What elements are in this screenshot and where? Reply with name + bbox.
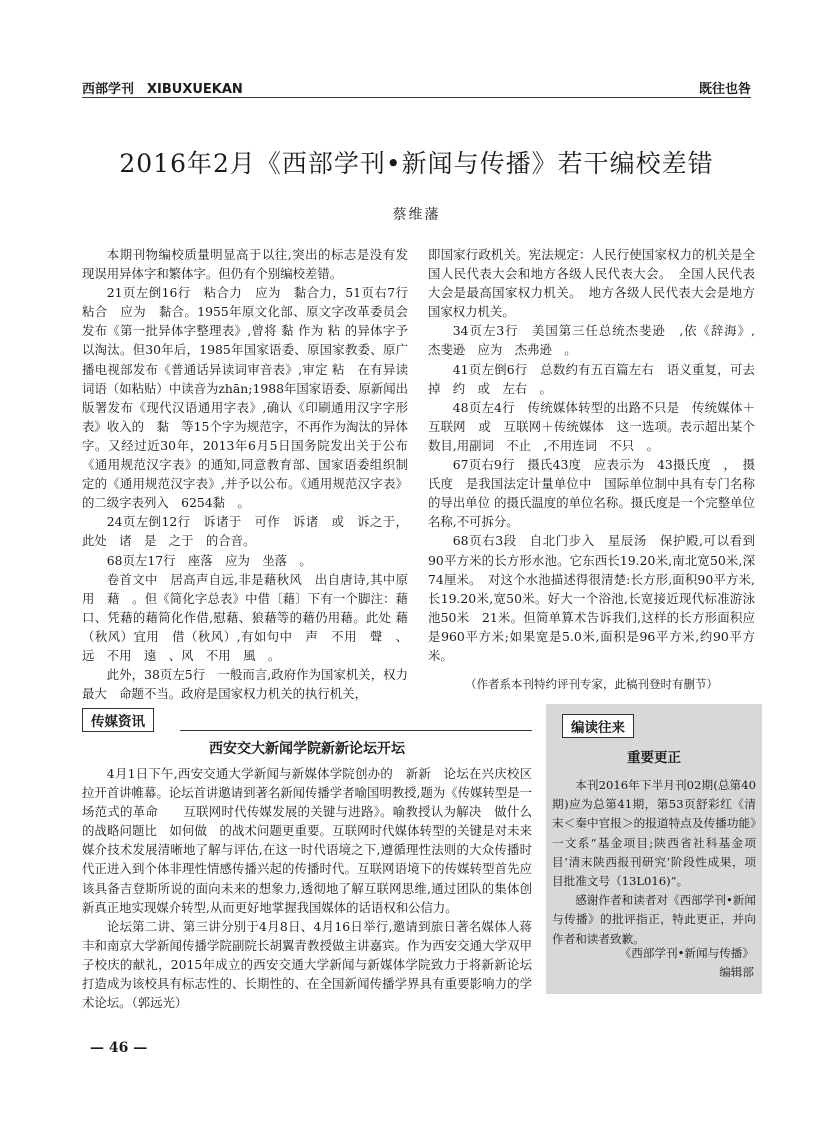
author-note: （作者系本刊特约评刊专家，此稿刊登时有删节） — [465, 677, 718, 692]
paragraph: 48页左4行 传统媒体转型的出路不只是 传统媒体＋互联网 或 互联网＋传统媒体 这一选项。表示超出某个数目,用副词 不止 ,不用连词 不只 。 — [428, 399, 755, 453]
correction-box — [546, 704, 762, 994]
news-section — [82, 708, 545, 1012]
journal-name: 西部学刊 XIBUXUEKAN — [82, 82, 243, 97]
paragraph: 即国家行政机关。宪法规定：人民行使国家权力的机关是全国人民代表大会和地方各级人民代表大会。 全国人民代表大会是最高国家权力机关。 地方各级人民代表大会是地方国家权力机关。 — [428, 247, 755, 320]
running-header — [82, 74, 751, 96]
correction-title: 重要更正 — [627, 750, 681, 766]
paragraph: 本刊2016年下半月刊02期(总第40期)应为总第41期，第53页舒彩红《清末＜秦中官报＞的报道特点及传播功能》一文系“基金项目;陕西省社科基金项目‘清末陕西报刊研究’阶段性成果，项目批准文号（13L016)”。 — [552, 778, 756, 889]
paragraph: 4月1日下午,西安交通大学新闻与新媒体学院创办的 新新 论坛在兴庆校区拉开首讲帷幕。论坛首讲邀请到著名新闻传播学者喻国明教授,题为《传媒转型是一场范式的革命 互联网时代传媒发展的关键与进路》。喻教授认为解决 做什么 的战略问题比 如何做 的战术问题更重要。互联网时代媒体转型的关键是对未来媒介技术发展清晰地了解与评估,在这一时代语境之下,遵循理性法则的大众传播时代正进入到个体非理性情感传播兴起的传播时代。互联网语境下的传媒转型首先应该具备吉登斯所说的面向未来的想象力,透彻地了解互联网思维,通过团队的集体创新真正地实现媒介转型,从而更好地掌握我国媒体的话语权和公信力。 — [82, 766, 545, 915]
paragraph: 68页左17行 座落 应为 坐落 。 — [106, 552, 312, 568]
paragraph: 本期刊物编校质量明显高于以往,突出的标志是没有发现误用异体字和繁体字。但仍有个别编校差错。 — [82, 247, 408, 282]
news-tag: 传媒资讯 — [82, 708, 154, 732]
article-author: 蔡维藩 — [392, 207, 441, 223]
signature-line: 编辑部 — [719, 965, 754, 979]
section-rule — [180, 730, 532, 731]
paragraph: 卷首文中 居高声自远,非是藉秋风 出自唐诗,其中原用 藉 。但《简化字总表》中借〔藉〕下有一个脚注：藉口、凭藉的藉简化作借,慰藉、狼藉等的藉仍用藉。此处 藉（秋风）宜用 借（秋风）,有如句中 声 不用 聲 、远 不用 遠 、风 不用 風 。 — [82, 571, 408, 663]
correction-signature — [620, 944, 754, 982]
article-title: 2016年2月《西部学刊•新闻与传播》若干编校差错 — [119, 149, 714, 178]
column-name: 既往也咎 — [698, 82, 751, 97]
correction-tag: 编读往来 — [562, 714, 634, 738]
paragraph: 论坛第二讲、第三讲分别于4月8日、4月16日举行,邀请到旅日著名媒体人蒋丰和南京大学新闻传播学院副院长胡翼青教授做主讲嘉宾。作为西安交通大学双甲子校庆的献礼，2015年成立的西安交通大学新闻与新媒体学院致力于将新新论坛打造成为该校具有标志性的、长期性的、在全国新闻传播学界具有重要影响力的学术论坛。（郭远光） — [82, 918, 532, 1011]
header-rule — [82, 97, 751, 98]
news-body — [82, 764, 545, 1012]
news-title: 西安交大新闻学院新新论坛开坛 — [209, 741, 405, 757]
paragraph: 41页左倒6行 总数约有五百篇左右 语义重复，可去掉 约 或 左右 。 — [428, 361, 755, 396]
paragraph: 感谢作者和读者对《西部学刊•新闻与传播》的批评指正，特此更正，并向作者和读者致歉。 — [552, 893, 756, 946]
article-column-left — [82, 245, 421, 703]
paragraph: 24页左倒12行 诉诸于 可作 诉诸 或 诉之于，此处 诸 是 之于 的合音。 — [82, 514, 408, 549]
paragraph: 67页右9行 摄氏43度 应表示为 43摄氏度 ， 摄氏度 是我国法定计量单位中 国际单位制中具有专门名称的导出单位 的摄氏温度的单位名称。摄氏度是一个完整单位名称,不可拆分。 — [428, 457, 755, 530]
correction-body — [552, 776, 756, 949]
paragraph: 21页左倒16行 粘合力 应为 黏合力，51页右7行 粘合 应为 黏合。1955年原文化部、原文字改革委员会发布《第一批异体字整理表》,曾将 黏 作为 粘 的异体字予以淘汰。但30年后，1985年国家语委、原国家教委、原广播电视部发布《普通话异读词审音表》,审定 粘 在有异读词语（如粘贴）中读音为zhān;1988年国家语委、原新闻出版署发布《现代汉语通用字表》,确认《印刷通用汉字字形表》收入的 黏 等15个字为规范字，不再作为淘汰的异体字。又经过近30年，2013年6月5日国务院发出关于公布《通用规范汉字表》的通知,同意教育部、国家语委组织制定的《通用规范汉字表》,并予以公布。《通用规范汉字表》的二级字表列入 6254黏 。 — [82, 285, 421, 511]
paragraph: 此外，38页左5行 一般而言,政府作为国家机关，权力最大 命题不当。政府是国家权力机关的执行机关， — [82, 667, 408, 702]
signature-line: 《西部学刊•新闻与传播》 — [619, 946, 754, 960]
paragraph: 34页左3行 美国第三任总统杰斐逊 ,依《辞海》, 杰斐逊 应为 杰弗逊 。 — [428, 323, 768, 358]
page-number: — 46 — — [90, 1040, 148, 1056]
article-column-right — [428, 245, 768, 694]
paragraph: 68页右3段 自北门步入 星辰汤 保护殿,可以看到90平方米的长方形水池。它东西长19.20米,南北宽50米,深74厘米。 对这个水池描述得很清楚:长方形,面积90平方米,长19.20米,宽50米。好大一个浴池,长宽接近现代标准游泳池50米 21米。但简单算术告诉我们,这样的长方形面积应是960平方米;如果宽是5.0米,面积是96平方米,约90平方米。 — [428, 533, 755, 663]
